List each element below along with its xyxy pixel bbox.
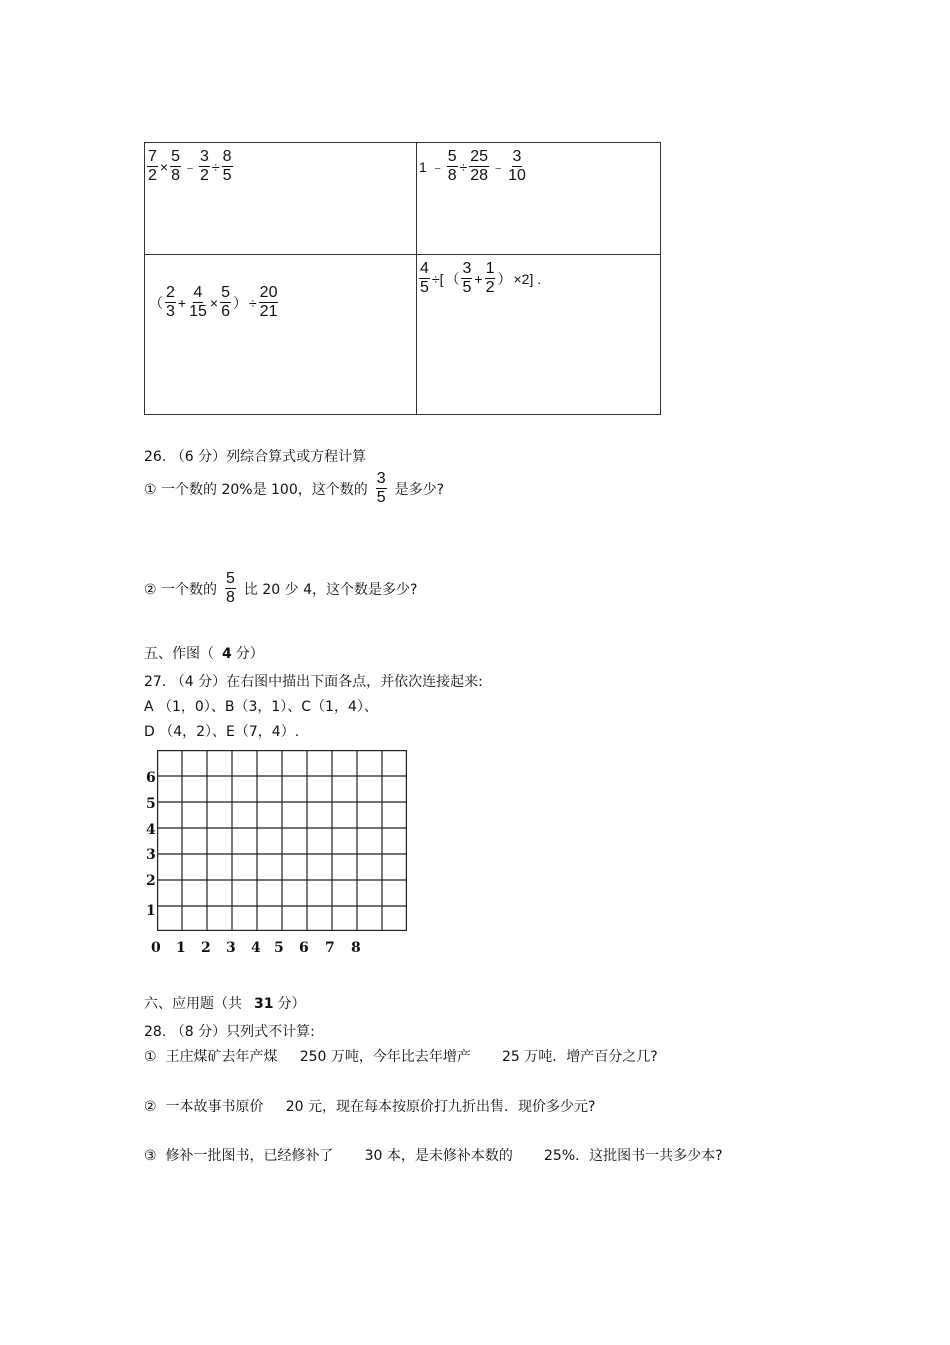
x-tick-label: 2 [201, 940, 211, 956]
fraction: $\frac{7}{2}$ [148, 148, 157, 184]
fraction: $\frac{4}{5}$ [420, 260, 429, 296]
x-tick-label: 3 [226, 940, 236, 956]
expression-4: $\frac{4}{5}$ ÷[ （ $\frac{3}{5}$ + $\frac{1}{2}$ ） ×2] . [420, 260, 542, 296]
question-27-points-1: A （1，0）、B（3，1）、C（1，4）、 [144, 699, 378, 715]
coordinate-grid[interactable] [157, 750, 407, 931]
section-6-heading: 六、应用题（共 31 分） [144, 996, 306, 1012]
fraction: $\frac{20}{21}$ [259, 284, 278, 320]
x-tick-label: 4 [251, 940, 261, 956]
y-tick-label: 6 [146, 770, 156, 786]
question-27-points-2: D （4，2）、E（7，4）. [144, 724, 300, 740]
x-tick-label: 6 [299, 940, 309, 956]
x-tick-label: 8 [351, 940, 361, 956]
fraction: $\frac{8}{5}$ [222, 148, 232, 184]
question-28-title: 28. （8 分）只列式不计算: [144, 1024, 315, 1040]
y-tick-label: 2 [146, 873, 156, 889]
x-tick-label: 5 [274, 940, 284, 956]
y-tick-label: 5 [146, 796, 156, 812]
table-cell-3 [144, 254, 417, 415]
fraction: $\frac{25}{28}$ [470, 148, 489, 184]
fraction: $\frac{1}{2}$ [485, 260, 495, 296]
question-27-title: 27. （4 分）在右图中描出下面各点，并依次连接起来: [144, 674, 483, 690]
x-tick-label: 0 [151, 940, 161, 956]
section-5-heading: 五、作图（ 4 分） [144, 646, 264, 662]
x-tick-label: 7 [325, 940, 335, 956]
x-tick-label: 1 [176, 940, 186, 956]
question-26-title: 26. （6 分）列综合算式或方程计算 [144, 449, 367, 465]
expression-1: $\frac{7}{2}$ × $\frac{5}{8}$ ﹣ $\frac{3}{2}$ ÷ $\frac{8}{5}$ [148, 148, 232, 184]
y-tick-label: 3 [146, 847, 156, 863]
question-28-item-2: ② 一本故事书原价 20 元，现在每本按原价打九折出售．现价多少元? [144, 1099, 596, 1115]
fraction: $\frac{5}{8}$ [226, 570, 235, 606]
expression-2: 1 ﹣ $\frac{5}{8}$ ÷ $\frac{25}{28}$ ﹣ $\frac{3}{10}$ [419, 148, 526, 184]
fraction: $\frac{2}{3}$ [166, 284, 175, 320]
question-28-item-3: ③ 修补一批图书，已经修补了 30 本，是未修补本数的 25%．这批图书一共多少本? [144, 1148, 723, 1164]
fraction: $\frac{5}{6}$ [221, 284, 230, 320]
fraction: $\frac{3}{2}$ [200, 148, 209, 184]
fraction: $\frac{3}{5}$ [376, 470, 386, 506]
question-26-item-1: ① 一个数的 20%是 100，这个数的 $\frac{3}{5}$ 是多少? [144, 470, 445, 506]
fraction: $\frac{4}{15}$ [189, 284, 207, 320]
fraction: $\frac{5}{8}$ [171, 148, 180, 184]
y-tick-label: 1 [146, 903, 156, 919]
fraction: $\frac{3}{10}$ [508, 148, 526, 184]
fraction: $\frac{3}{5}$ [462, 260, 472, 296]
y-tick-label: 4 [146, 822, 156, 838]
question-28-item-1: ① 王庄煤矿去年产煤 250 万吨，今年比去年增产 25 万吨．增产百分之几? [144, 1049, 658, 1065]
fraction: $\frac{5}{8}$ [447, 148, 457, 184]
expression-3: （ $\frac{2}{3}$ + $\frac{4}{15}$ × $\frac{5}{6}$ ） ÷ $\frac{20}{21}$ [149, 284, 278, 320]
question-26-item-2: ② 一个数的 $\frac{5}{8}$ 比 20 少 4，这个数是多少? [144, 570, 418, 606]
